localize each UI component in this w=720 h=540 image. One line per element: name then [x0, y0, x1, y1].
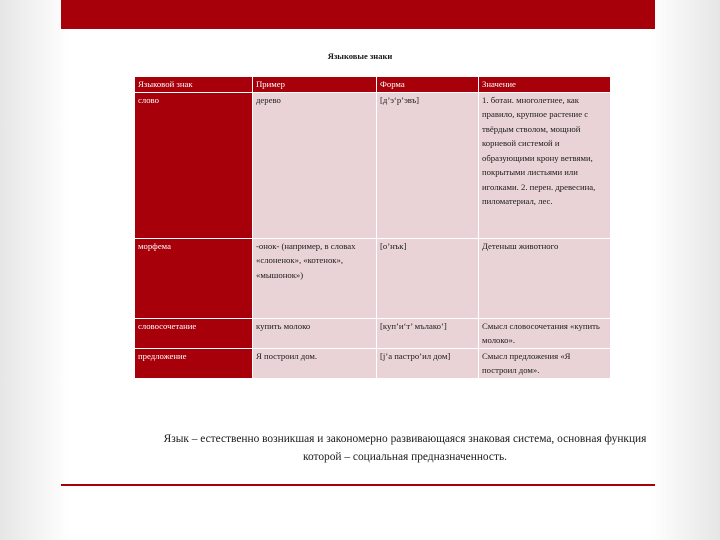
row-label-sentence: предложение — [135, 348, 253, 378]
left-edge-shade — [0, 0, 70, 540]
table-row — [135, 92, 611, 238]
header-example: Пример — [253, 77, 377, 93]
right-edge-shade — [650, 0, 720, 540]
top-accent-bar — [61, 0, 655, 29]
cell-form-morpheme: [о’нък] — [377, 238, 479, 318]
cell-form-sentence: [j’а пастро’ил дом] — [377, 348, 479, 378]
cell-example-word: дерево — [253, 92, 377, 238]
cell-meaning-word: 1. ботан. многолетнее, как правило, крупное растение с твёрдым стволом, мощной корневой системой и образующими крону ветвями, покрытыми листьями или иголками. 2. перен. древесина, пиломатериал, лес. — [479, 92, 611, 238]
cell-meaning-phrase: Смысл словосочетания «купить молоко». — [479, 318, 611, 348]
header-meaning: Значение — [479, 77, 611, 93]
definition-text: Язык – естественно возникшая и закономерно развивающаяся знаковая система, основная функция которой – социальная предназначенность. — [163, 433, 647, 463]
table-row — [135, 238, 611, 318]
row-label-phrase: словосочетание — [135, 318, 253, 348]
row-label-morpheme: морфема — [135, 238, 253, 318]
header-sign: Языковой знак — [135, 77, 253, 93]
row-label-word: слово — [135, 92, 253, 238]
table-header-row — [135, 77, 611, 93]
header-form: Форма — [377, 77, 479, 93]
table-row — [135, 318, 611, 348]
cell-example-phrase: купить молоко — [253, 318, 377, 348]
cell-example-morpheme: -онок- (например, в словах «слоненок», «котенок», «мышонок») — [253, 238, 377, 318]
cell-meaning-morpheme: Детеныш животного — [479, 238, 611, 318]
cell-form-word: [д’э‘р’эвъ] — [377, 92, 479, 238]
bottom-accent-rule — [61, 484, 655, 486]
cell-form-phrase: [куп’и‘т’ мълако’] — [377, 318, 479, 348]
cell-example-sentence: Я построил дом. — [253, 348, 377, 378]
table-row — [135, 348, 611, 378]
language-signs-table — [134, 76, 611, 379]
cell-meaning-sentence: Смысл предложения «Я построил дом». — [479, 348, 611, 378]
slide-title: Языковые знаки — [327, 51, 393, 61]
